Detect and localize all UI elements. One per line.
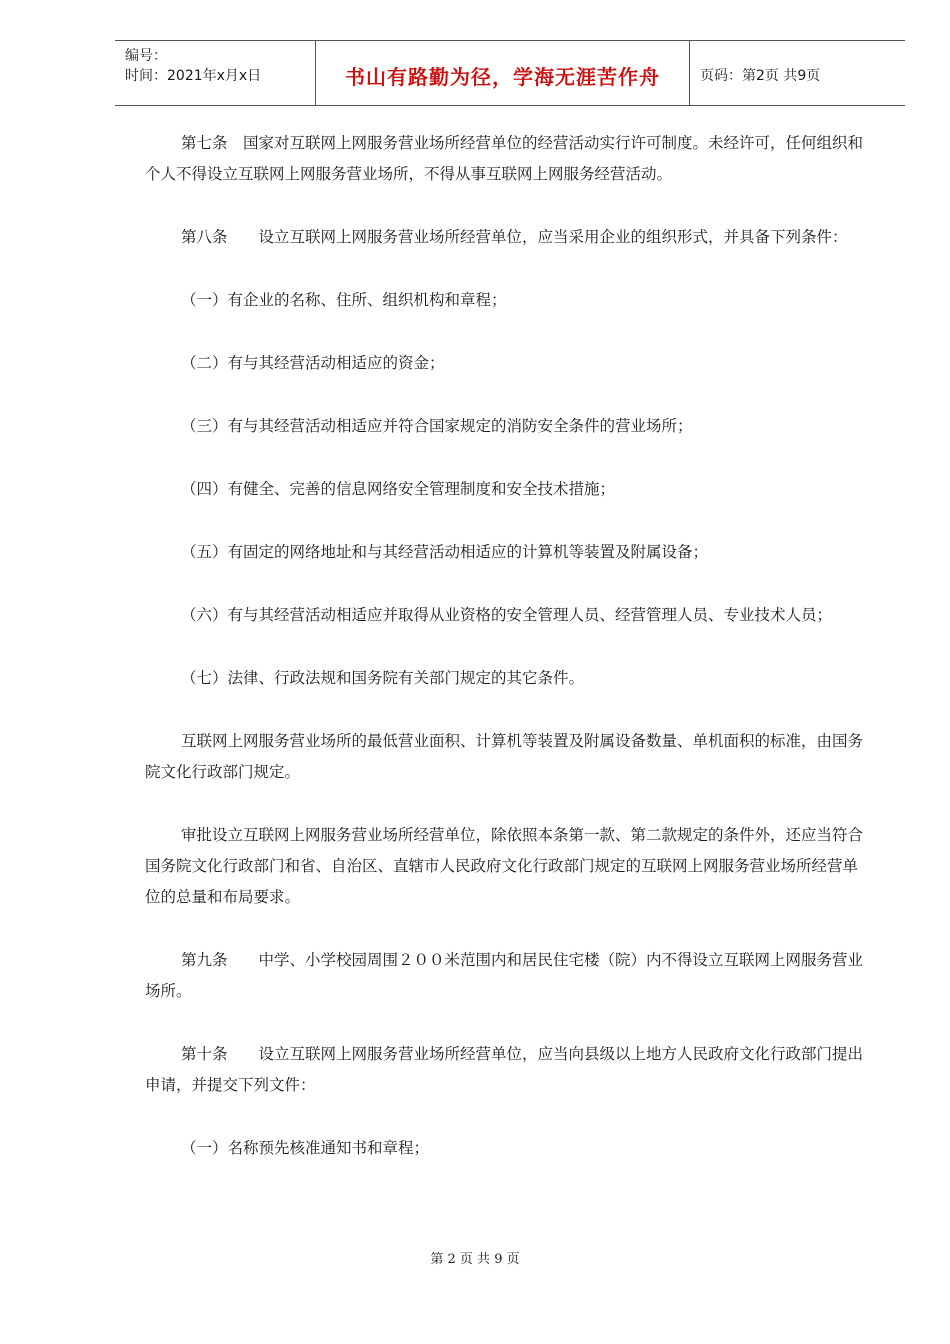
article-8-item-3: （三）有与其经营活动相适应并符合国家规定的消防安全条件的营业场所； xyxy=(181,417,693,435)
header-motto-cell xyxy=(316,41,690,105)
page-footer: 第 2 页 共 9 页 xyxy=(430,1252,520,1267)
article-9: 第九条 中学、小学校园周围２００米范围内和居民住宅楼（院）内不得设立互联网上网服务营业场所。 xyxy=(145,951,864,1000)
article-8-item-7: （七）法律、行政法规和国务院有关部门规定的其它条件。 xyxy=(181,669,585,687)
article-8-item-4: （四）有健全、完善的信息网络安全管理制度和安全技术措施； xyxy=(181,480,616,498)
article-8-item-2: （二）有与其经营活动相适应的资金； xyxy=(181,354,445,372)
article-10: 第十条 设立互联网上网服务营业场所经营单位，应当向县级以上地方人民政府文化行政部门提出申请，并提交下列文件： xyxy=(145,1045,864,1094)
article-8: 第八条 设立互联网上网服务营业场所经营单位，应当采用企业的组织形式，并具备下列条件： xyxy=(181,228,848,246)
header-page-cell xyxy=(690,41,905,105)
article-8-item-1: （一）有企业的名称、住所、组织机构和章程； xyxy=(181,291,507,309)
article-8-clause-2: 互联网上网服务营业场所的最低营业面积、计算机等装置及附属设备数量、单机面积的标准，由国务院文化行政部门规定。 xyxy=(145,732,864,781)
article-8-item-6: （六）有与其经营活动相适应并取得从业资格的安全管理人员、经营管理人员、专业技术人员； xyxy=(181,606,833,624)
time-label: 时间：2021年x月x日 xyxy=(125,68,262,84)
header-page-number: 页码：第2页 共9页 xyxy=(700,68,821,84)
page-header xyxy=(115,40,905,106)
article-8-clause-3: 审批设立互联网上网服务营业场所经营单位，除依照本条第一款、第二款规定的条件外，还应当符合国务院文化行政部门和省、自治区、直辖市人民政府文化行政部门规定的互联网上网服务营业场所经营单位的总量和布局要求。 xyxy=(145,826,864,906)
document-body xyxy=(145,128,870,1164)
header-motto: 书山有路勤为径，学海无涯苦作舟 xyxy=(345,65,660,89)
article-7: 第七条 国家对互联网上网服务营业场所经营单位的经营活动实行许可制度。未经许可，任何组织和个人不得设立互联网上网服务营业场所，不得从事互联网上网服务经营活动。 xyxy=(145,134,864,183)
article-8-item-5: （五）有固定的网络地址和与其经营活动相适应的计算机等装置及附属设备； xyxy=(181,543,709,561)
serial-label: 编号： xyxy=(125,48,167,64)
header-meta-cell xyxy=(115,41,316,105)
article-10-item-1: （一）名称预先核准通知书和章程； xyxy=(181,1139,430,1157)
